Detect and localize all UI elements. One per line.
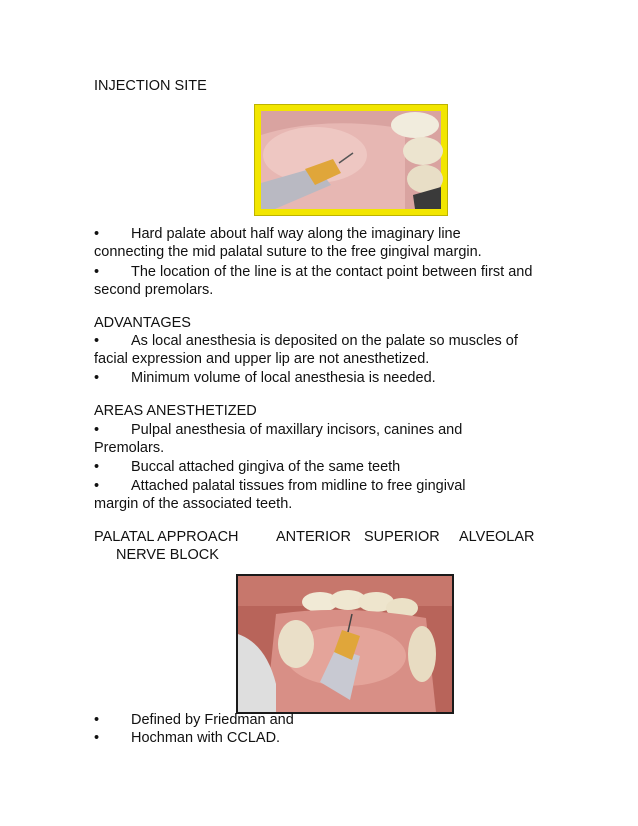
heading-injection-site: INJECTION SITE [94, 78, 207, 94]
heading-superior: SUPERIOR [364, 529, 440, 545]
heading-alveolar: ALVEOLAR [459, 529, 535, 545]
final-bullet-2: Hochman with CCLAD. [131, 730, 281, 746]
bullet-marker: • [94, 226, 100, 242]
advantages-bullet-2: Minimum volume of local anesthesia is needed. [131, 370, 436, 386]
bullet-marker: • [94, 264, 100, 280]
bullet-marker: • [94, 712, 100, 728]
areas-bullet-3-line2: margin of the associated teeth. [94, 496, 293, 512]
areas-bullet-3-line1: Attached palatal tissues from midline to free gingival [131, 478, 466, 494]
areas-bullet-2: Buccal attached gingiva of the same teeth [131, 459, 401, 475]
bullet-marker: • [94, 478, 100, 494]
heading-nerve-block: NERVE BLOCK [116, 547, 219, 563]
injection-bullet-1-line2: connecting the mid palatal suture to the free gingival margin. [94, 244, 482, 260]
heading-advantages: ADVANTAGES [94, 315, 191, 331]
bullet-marker: • [94, 370, 100, 386]
bullet-marker: • [94, 422, 100, 438]
bullet-marker: • [94, 333, 100, 349]
palatal-approach-photo [236, 574, 454, 714]
injection-bullet-2-line2: second premolars. [94, 282, 214, 298]
areas-bullet-1-line2: Premolars. [94, 440, 165, 456]
final-bullet-1: Defined by Friedman and [131, 712, 294, 728]
injection-site-photo [254, 104, 448, 216]
heading-palatal-approach: PALATAL APPROACH [94, 529, 239, 545]
bullet-marker: • [94, 459, 100, 475]
injection-bullet-1-line1: Hard palate about half way along the imaginary line [131, 226, 461, 242]
areas-bullet-1-line1: Pulpal anesthesia of maxillary incisors, canines and [131, 422, 463, 438]
heading-areas-anesthetized: AREAS ANESTHETIZED [94, 403, 257, 419]
bullet-marker: • [94, 730, 100, 746]
advantages-bullet-1-line2: facial expression and upper lip are not anesthetized. [94, 351, 430, 367]
injection-bullet-2-line1: The location of the line is at the contact point between first and [131, 264, 533, 280]
advantages-bullet-1-line1: As local anesthesia is deposited on the palate so muscles of [131, 333, 518, 349]
heading-anterior: ANTERIOR [276, 529, 351, 545]
